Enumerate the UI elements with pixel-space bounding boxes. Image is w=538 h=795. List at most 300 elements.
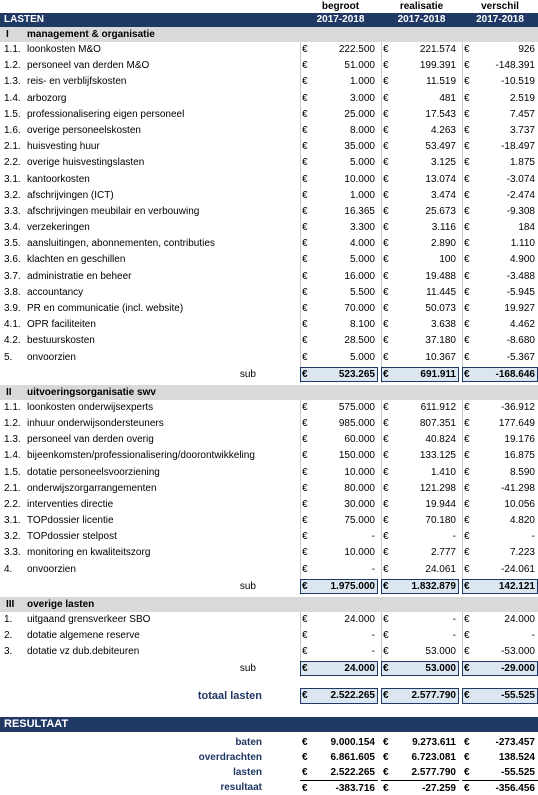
realisatie-amount: 3.474 [430,189,456,201]
row-label: TOPdossier stelpost [27,531,117,543]
row-label: onvoorzien [27,563,76,575]
row-label: arbozorg [27,92,67,104]
table-row [0,252,538,268]
begroot-amount: 25.000 [344,108,375,120]
realisatie-currency: € [383,646,389,658]
table-row [0,333,538,349]
begroot-currency: € [302,663,308,675]
row-number: 2. [4,630,13,641]
section-number: I [6,29,9,40]
total-amount: 2.577.790 [411,690,456,702]
verschil-amount: 10.056 [504,498,535,510]
begroot-amount: 51.000 [344,60,375,72]
begroot-amount: 2.522.265 [330,767,375,779]
begroot-currency: € [302,303,308,314]
result-header [0,717,538,732]
verschil-currency: € [464,76,470,88]
verschil-amount: -24.061 [501,563,535,575]
verschil-currency: € [464,205,470,217]
realisatie-amount: 481 [439,92,456,104]
col-realisatie-year: 2017-2018 [397,14,446,25]
result-label: lasten [233,767,262,779]
begroot-currency: € [302,157,308,169]
verschil-currency: € [462,780,474,795]
begroot-currency: € [302,498,308,510]
begroot-currency: € [302,189,308,201]
row-number: 1.6. [4,124,21,136]
verschil-amount: 1.875 [509,157,535,169]
verschil-currency: € [464,124,470,136]
row-label: huisvesting huur [27,141,100,153]
realisatie-currency: € [383,515,389,527]
verschil-amount: 16.875 [504,450,535,462]
begroot-amount: 8.000 [349,124,375,136]
row-label: aansluitingen, abonnementen, contributies [27,238,215,250]
realisatie-amount: 3.125 [430,157,456,169]
realisatie-amount: -27.259 [393,780,459,795]
begroot-amount: 24.000 [344,663,375,675]
row-label: TOPdossier licentie [27,515,114,527]
verschil-currency: € [464,547,470,559]
subtotal-row [0,366,538,383]
row-number: 3.6. [4,254,21,266]
verschil-currency: € [464,752,470,764]
realisatie-currency: € [383,401,389,413]
total-amount: 2.522.265 [330,690,375,702]
verschil-amount: 4.462 [509,319,535,331]
realisatie-amount: 40.824 [425,434,456,446]
realisatie-amount: 11.445 [426,286,456,298]
col-verschil-year: 2017-2018 [476,14,524,25]
verschil-amount: -8.680 [506,335,535,347]
row-number: 2.1. [4,482,21,494]
realisatie-currency: € [383,563,389,575]
begroot-currency: € [302,270,308,282]
verschil-currency: € [464,663,470,675]
result-label: resultaat [220,782,262,794]
begroot-currency: € [302,531,308,543]
row-number: 3.8. [4,286,21,298]
begroot-amount: 75.000 [344,515,375,527]
row-number: 1.5. [4,108,21,120]
begroot-amount: 5.000 [349,254,375,266]
row-number: 1.4. [4,450,21,462]
realisatie-amount: 1.410 [430,466,456,478]
begroot-currency: € [302,434,308,446]
realisatie-amount: - [452,531,456,543]
row-number: 1.1. [4,401,21,413]
verschil-amount: - [531,630,535,641]
begroot-amount: 5.000 [349,351,375,363]
realisatie-amount: 221.574 [419,44,456,55]
begroot-currency: € [302,630,308,641]
table-row [0,529,538,545]
row-label: afschrijvingen (ICT) [27,189,114,201]
table-row [0,42,538,58]
total-row [0,685,538,707]
verschil-currency: € [464,646,470,658]
verschil-currency: € [464,630,470,641]
realisatie-amount: 70.180 [425,515,456,527]
realisatie-amount: 53.000 [425,646,456,658]
table-row [0,562,538,578]
begroot-currency: € [302,351,308,363]
realisatie-currency: € [381,780,393,795]
row-label: loonkosten onderwijsexperts [27,401,154,413]
verschil-currency: € [464,767,470,779]
begroot-currency: € [302,563,308,575]
verschil-currency: € [464,303,470,314]
realisatie-amount: - [452,630,456,641]
verschil-currency: € [464,351,470,363]
row-number: 1.3. [4,434,21,446]
row-number: 1.2. [4,60,21,72]
row-label: personeel van derden M&O [27,60,150,72]
verschil-currency: € [464,563,470,575]
begroot-currency: € [300,780,312,795]
realisatie-currency: € [383,531,389,543]
section-title: overige lasten [27,598,95,610]
verschil-currency: € [464,222,470,234]
realisatie-currency: € [383,303,389,314]
begroot-currency: € [302,450,308,462]
realisatie-currency: € [383,92,389,104]
realisatie-amount: 11.519 [426,76,456,88]
verschil-amount: -356.456 [474,780,538,795]
begroot-currency: € [302,547,308,559]
row-number: 1.4. [4,92,21,104]
verschil-amount: 24.000 [504,613,535,625]
table-row [0,236,538,252]
begroot-currency: € [302,335,308,347]
table-row [0,612,538,628]
begroot-amount: 222.500 [338,44,375,55]
realisatie-amount: 2.577.790 [411,767,456,779]
row-label: overige huisvestingslasten [27,157,145,169]
begroot-currency: € [302,417,308,429]
realisatie-amount: 1.832.879 [411,580,456,592]
realisatie-amount: 24.061 [425,563,456,575]
begroot-amount: 5.000 [349,157,375,169]
verschil-amount: 3.737 [509,124,535,136]
realisatie-currency: € [383,767,389,779]
table-title-bar [0,13,538,27]
realisatie-currency: € [383,547,389,559]
column-header-top [0,0,538,13]
begroot-currency: € [302,173,308,185]
verschil-amount: -273.457 [495,737,535,749]
begroot-amount: - [371,563,375,575]
begroot-currency: € [302,767,308,779]
realisatie-amount: 50.073 [425,303,456,314]
verschil-currency: € [464,515,470,527]
realisatie-currency: € [383,254,389,266]
realisatie-currency: € [383,238,389,250]
verschil-amount: 8.590 [509,466,535,478]
realisatie-amount: 53.497 [425,141,456,153]
realisatie-amount: 3.638 [430,319,456,331]
realisatie-currency: € [383,189,389,201]
table-row [0,58,538,74]
row-label: inhuur onderwijsondersteuners [27,417,164,429]
verschil-currency: € [464,44,470,55]
section-header [0,385,538,400]
total-label: totaal lasten [197,690,262,703]
col-verschil-label: verschil [481,1,519,12]
result-title: RESULTAAT [4,718,69,731]
verschil-currency: € [464,319,470,331]
begroot-amount: 5.500 [349,286,375,298]
table-row [0,465,538,481]
realisatie-currency: € [383,466,389,478]
table-row [0,350,538,366]
begroot-amount: 575.000 [338,401,375,413]
row-label: OPR faciliteiten [27,319,96,331]
table-row [0,269,538,285]
row-number: 5. [4,351,13,363]
row-label: monitoring en kwaliteitszorg [27,547,151,559]
verschil-amount: - [531,531,535,543]
begroot-currency: € [302,368,308,380]
verschil-amount: -10.519 [501,76,535,88]
begroot-amount: 4.000 [349,238,375,250]
row-label: dotatie algemene reserve [27,630,140,641]
begroot-currency: € [302,238,308,250]
row-label: dotatie personeelsvoorziening [27,466,160,478]
realisatie-amount: - [452,613,456,625]
total-currency: € [383,690,389,702]
row-number: 3.3. [4,547,21,559]
row-label: verzekeringen [27,222,90,234]
begroot-currency: € [302,222,308,234]
verschil-currency: € [464,254,470,266]
begroot-amount: 30.000 [344,498,375,510]
table-row [0,644,538,660]
begroot-currency: € [302,515,308,527]
verschil-currency: € [464,434,470,446]
begroot-amount: 6.861.605 [330,752,375,764]
verschil-currency: € [464,60,470,72]
realisatie-amount: 2.890 [430,238,456,250]
verschil-amount: 19.927 [504,303,535,314]
realisatie-currency: € [383,76,389,88]
table-row [0,188,538,204]
realisatie-currency: € [383,752,389,764]
row-label: interventies directie [27,498,114,510]
verschil-currency: € [464,450,470,462]
total-currency: € [464,690,470,702]
verschil-currency: € [464,531,470,543]
begroot-amount: - [371,630,375,641]
col-begroot-label: begroot [321,1,360,12]
subtotal-row [0,578,538,595]
begroot-currency: € [302,482,308,494]
realisatie-amount: 3.116 [431,222,456,234]
table-title: LASTEN [4,14,44,25]
begroot-amount: 10.000 [344,466,375,478]
result-label: baten [235,737,262,749]
total-amount: -55.525 [501,690,535,702]
verschil-currency: € [464,238,470,250]
row-number: 1.3. [4,76,21,88]
table-row [0,123,538,139]
begroot-currency: € [302,254,308,266]
row-number: 3.1. [4,173,21,185]
verschil-amount: -18.497 [501,141,535,153]
row-label: afschrijvingen meubilair en verbouwing [27,205,200,217]
begroot-currency: € [302,466,308,478]
realisatie-currency: € [383,368,389,380]
begroot-amount: 1.975.000 [330,580,375,592]
table-row [0,204,538,220]
row-number: 3. [4,646,13,658]
begroot-currency: € [302,737,308,749]
verschil-currency: € [464,482,470,494]
begroot-amount: 80.000 [344,482,375,494]
table-row [0,285,538,301]
realisatie-currency: € [383,205,389,217]
realisatie-currency: € [383,286,389,298]
realisatie-amount: 17.543 [425,108,456,120]
verschil-amount: -3.488 [506,270,535,282]
section-title: uitvoeringsorganisatie swv [27,386,156,398]
realisatie-currency: € [383,580,389,592]
begroot-amount: 523.265 [338,368,375,380]
begroot-amount: 28.500 [344,335,375,347]
begroot-currency: € [302,44,308,55]
result-row [0,780,538,795]
row-number: 2.2. [4,157,21,169]
begroot-amount: - [371,646,375,658]
begroot-currency: € [302,60,308,72]
table-row [0,172,538,188]
begroot-amount: 1.000 [349,76,375,88]
verschil-currency: € [464,466,470,478]
table-row [0,497,538,513]
table-row [0,107,538,123]
realisatie-amount: 13.074 [425,173,456,185]
verschil-currency: € [464,401,470,413]
verschil-currency: € [464,417,470,429]
begroot-currency: € [302,92,308,104]
begroot-currency: € [302,205,308,217]
verschil-currency: € [464,157,470,169]
realisatie-amount: 611.912 [420,401,456,413]
table-row [0,317,538,333]
realisatie-currency: € [383,270,389,282]
verschil-amount: -168.646 [495,368,535,380]
row-number: 3.5. [4,238,21,250]
begroot-amount: 16.000 [344,270,375,282]
verschil-amount: -9.308 [506,205,535,217]
verschil-amount: 19.176 [504,434,535,446]
realisatie-amount: 691.911 [420,368,456,380]
row-label: uitgaand grensverkeer SBO [27,613,151,625]
verschil-amount: 926 [518,44,535,55]
begroot-amount: 9.000.154 [330,737,375,749]
verschil-amount: 4.820 [509,515,535,527]
verschil-amount: -148.391 [495,60,535,72]
section-header [0,27,538,42]
row-label: bijeenkomsten/professionalisering/doorontwikkeling [27,450,255,462]
row-label: reis- en verblijfskosten [27,76,127,88]
row-label: professionalisering eigen personeel [27,108,185,120]
table-row [0,513,538,529]
subtotal-row [0,660,538,677]
row-number: 1.1. [4,44,21,55]
row-number: 3.2. [4,189,21,201]
verschil-amount: 2.519 [509,92,535,104]
verschil-amount: 4.900 [509,254,535,266]
subtotal-label: sub [239,663,256,675]
realisatie-amount: 807.351 [419,417,456,429]
row-label: bestuurskosten [27,335,95,347]
begroot-currency: € [302,286,308,298]
verschil-amount: 142.121 [498,580,535,592]
row-label: onvoorzien [27,351,76,363]
realisatie-currency: € [383,157,389,169]
begroot-currency: € [302,319,308,331]
verschil-amount: 7.457 [509,108,535,120]
realisatie-currency: € [383,630,389,641]
table-row [0,448,538,464]
verschil-currency: € [464,368,470,380]
begroot-amount: 60.000 [344,434,375,446]
row-number: 2.1. [4,141,21,153]
realisatie-amount: 19.944 [425,498,456,510]
section-title: management & organisatie [27,29,155,40]
verschil-amount: -41.298 [501,482,535,494]
realisatie-currency: € [383,450,389,462]
row-label: accountancy [27,286,84,298]
row-label: administratie en beheer [27,270,132,282]
row-number: 3.3. [4,205,21,217]
verschil-currency: € [464,270,470,282]
realisatie-currency: € [383,417,389,429]
result-row [0,735,538,750]
table-row [0,416,538,432]
verschil-currency: € [464,189,470,201]
verschil-amount: -36.912 [501,401,535,413]
begroot-amount: 10.000 [344,547,375,559]
begroot-currency: € [302,124,308,136]
result-row [0,765,538,780]
begroot-amount: 150.000 [338,450,375,462]
verschil-currency: € [464,498,470,510]
begroot-currency: € [302,141,308,153]
realisatie-currency: € [383,124,389,136]
begroot-amount: 8.100 [349,319,375,331]
table-row [0,155,538,171]
table-row [0,74,538,90]
col-begroot-year: 2017-2018 [316,14,365,25]
result-row [0,750,538,765]
realisatie-amount: 10.367 [425,351,456,363]
table-row [0,301,538,317]
verschil-currency: € [464,286,470,298]
row-number: 3.7. [4,270,21,282]
row-label: loonkosten M&O [27,44,101,55]
table-row [0,91,538,107]
realisatie-currency: € [383,737,389,749]
begroot-amount: 985.000 [338,417,375,429]
table-body [0,27,538,795]
verschil-amount: 184 [518,222,535,234]
realisatie-currency: € [383,319,389,331]
begroot-currency: € [302,646,308,658]
table-row [0,432,538,448]
realisatie-amount: 199.391 [419,60,456,72]
